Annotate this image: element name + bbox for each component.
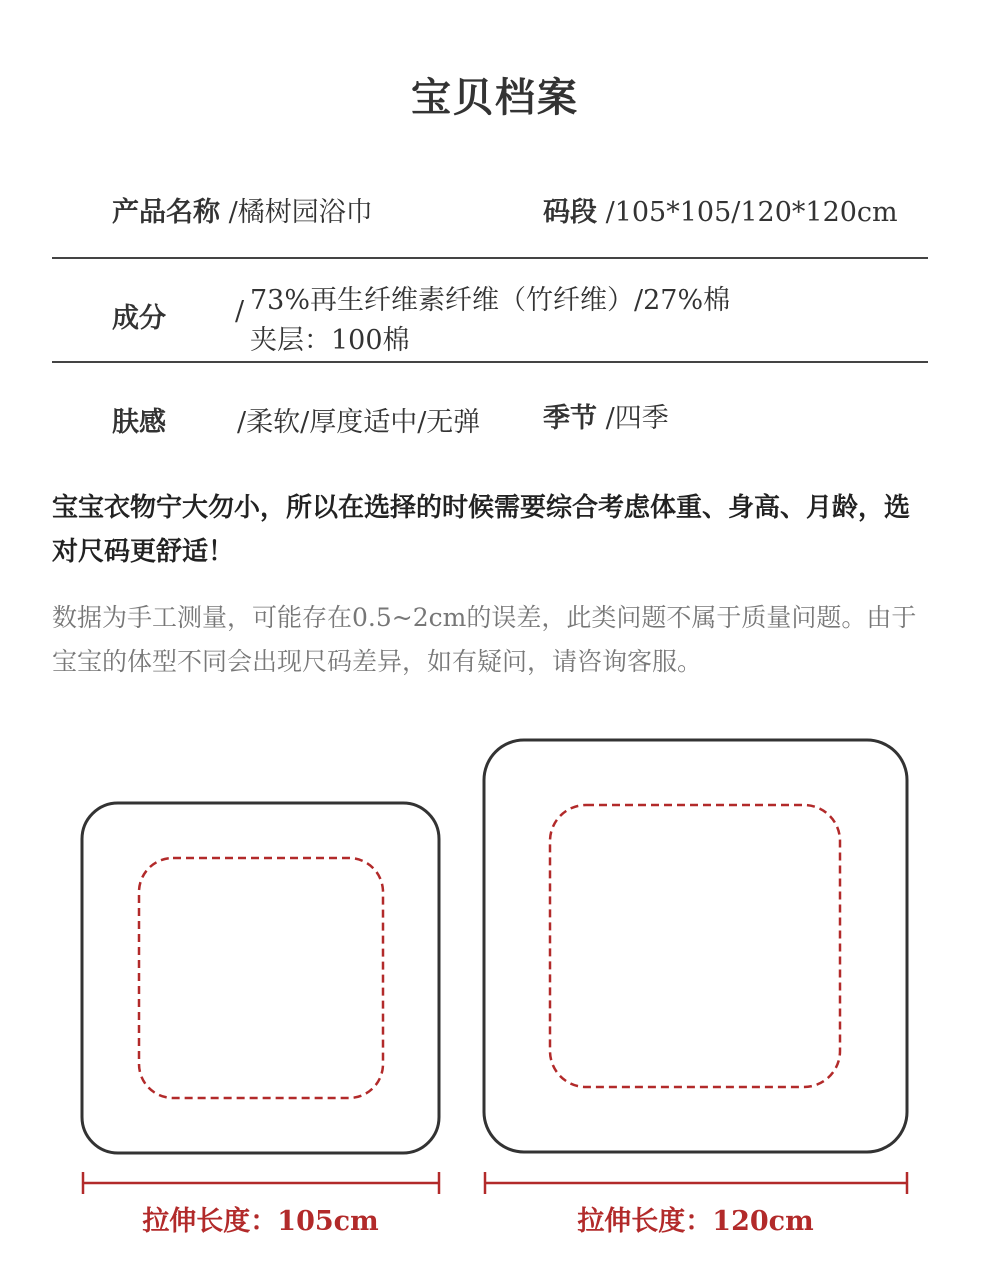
composition-line-2: 夹层：100棉 (250, 325, 410, 356)
towel-120-caption: 拉伸长度：120cm (577, 1206, 814, 1237)
sizing-advice: 宝宝衣物宁大勿小，所以在选择的时候需要综合考虑体重、身高、月龄，选对尺码更舒适！ (52, 493, 911, 567)
towel-105-diagram (82, 803, 439, 1194)
season-value: /四季 (605, 403, 669, 434)
product-name-label: 产品名称 (112, 197, 220, 228)
page-title: 宝贝档案 (411, 74, 579, 121)
composition-slash: / (235, 296, 245, 327)
towel-120-diagram (484, 740, 907, 1194)
composition-line-1: 73%再生纤维素纤维（竹纤维）/27%棉 (250, 285, 731, 316)
towel-105-caption: 拉伸长度：105cm (142, 1206, 379, 1237)
feel-value: /柔软/厚度适中/无弹 (237, 407, 481, 438)
measurement-disclaimer: 数据为手工测量，可能存在0.5~2cm的误差，此类问题不属于质量问题。由于宝宝的体型不同会出现尺码差异，如有疑问，请咨询客服。 (52, 603, 917, 676)
season-label: 季节 (543, 403, 597, 434)
towel-120-inner-dashed (550, 805, 840, 1087)
towel-105-outline (82, 803, 439, 1153)
size-range-value: /105*105/120*120cm (605, 197, 898, 228)
size-range-label: 码段 (543, 197, 597, 228)
product-name-value: /橘树园浴巾 (228, 197, 373, 228)
towel-105-inner-dashed (139, 858, 383, 1098)
composition-label: 成分 (112, 303, 166, 334)
towel-120-outline (484, 740, 907, 1152)
feel-label: 肤感 (112, 407, 166, 438)
